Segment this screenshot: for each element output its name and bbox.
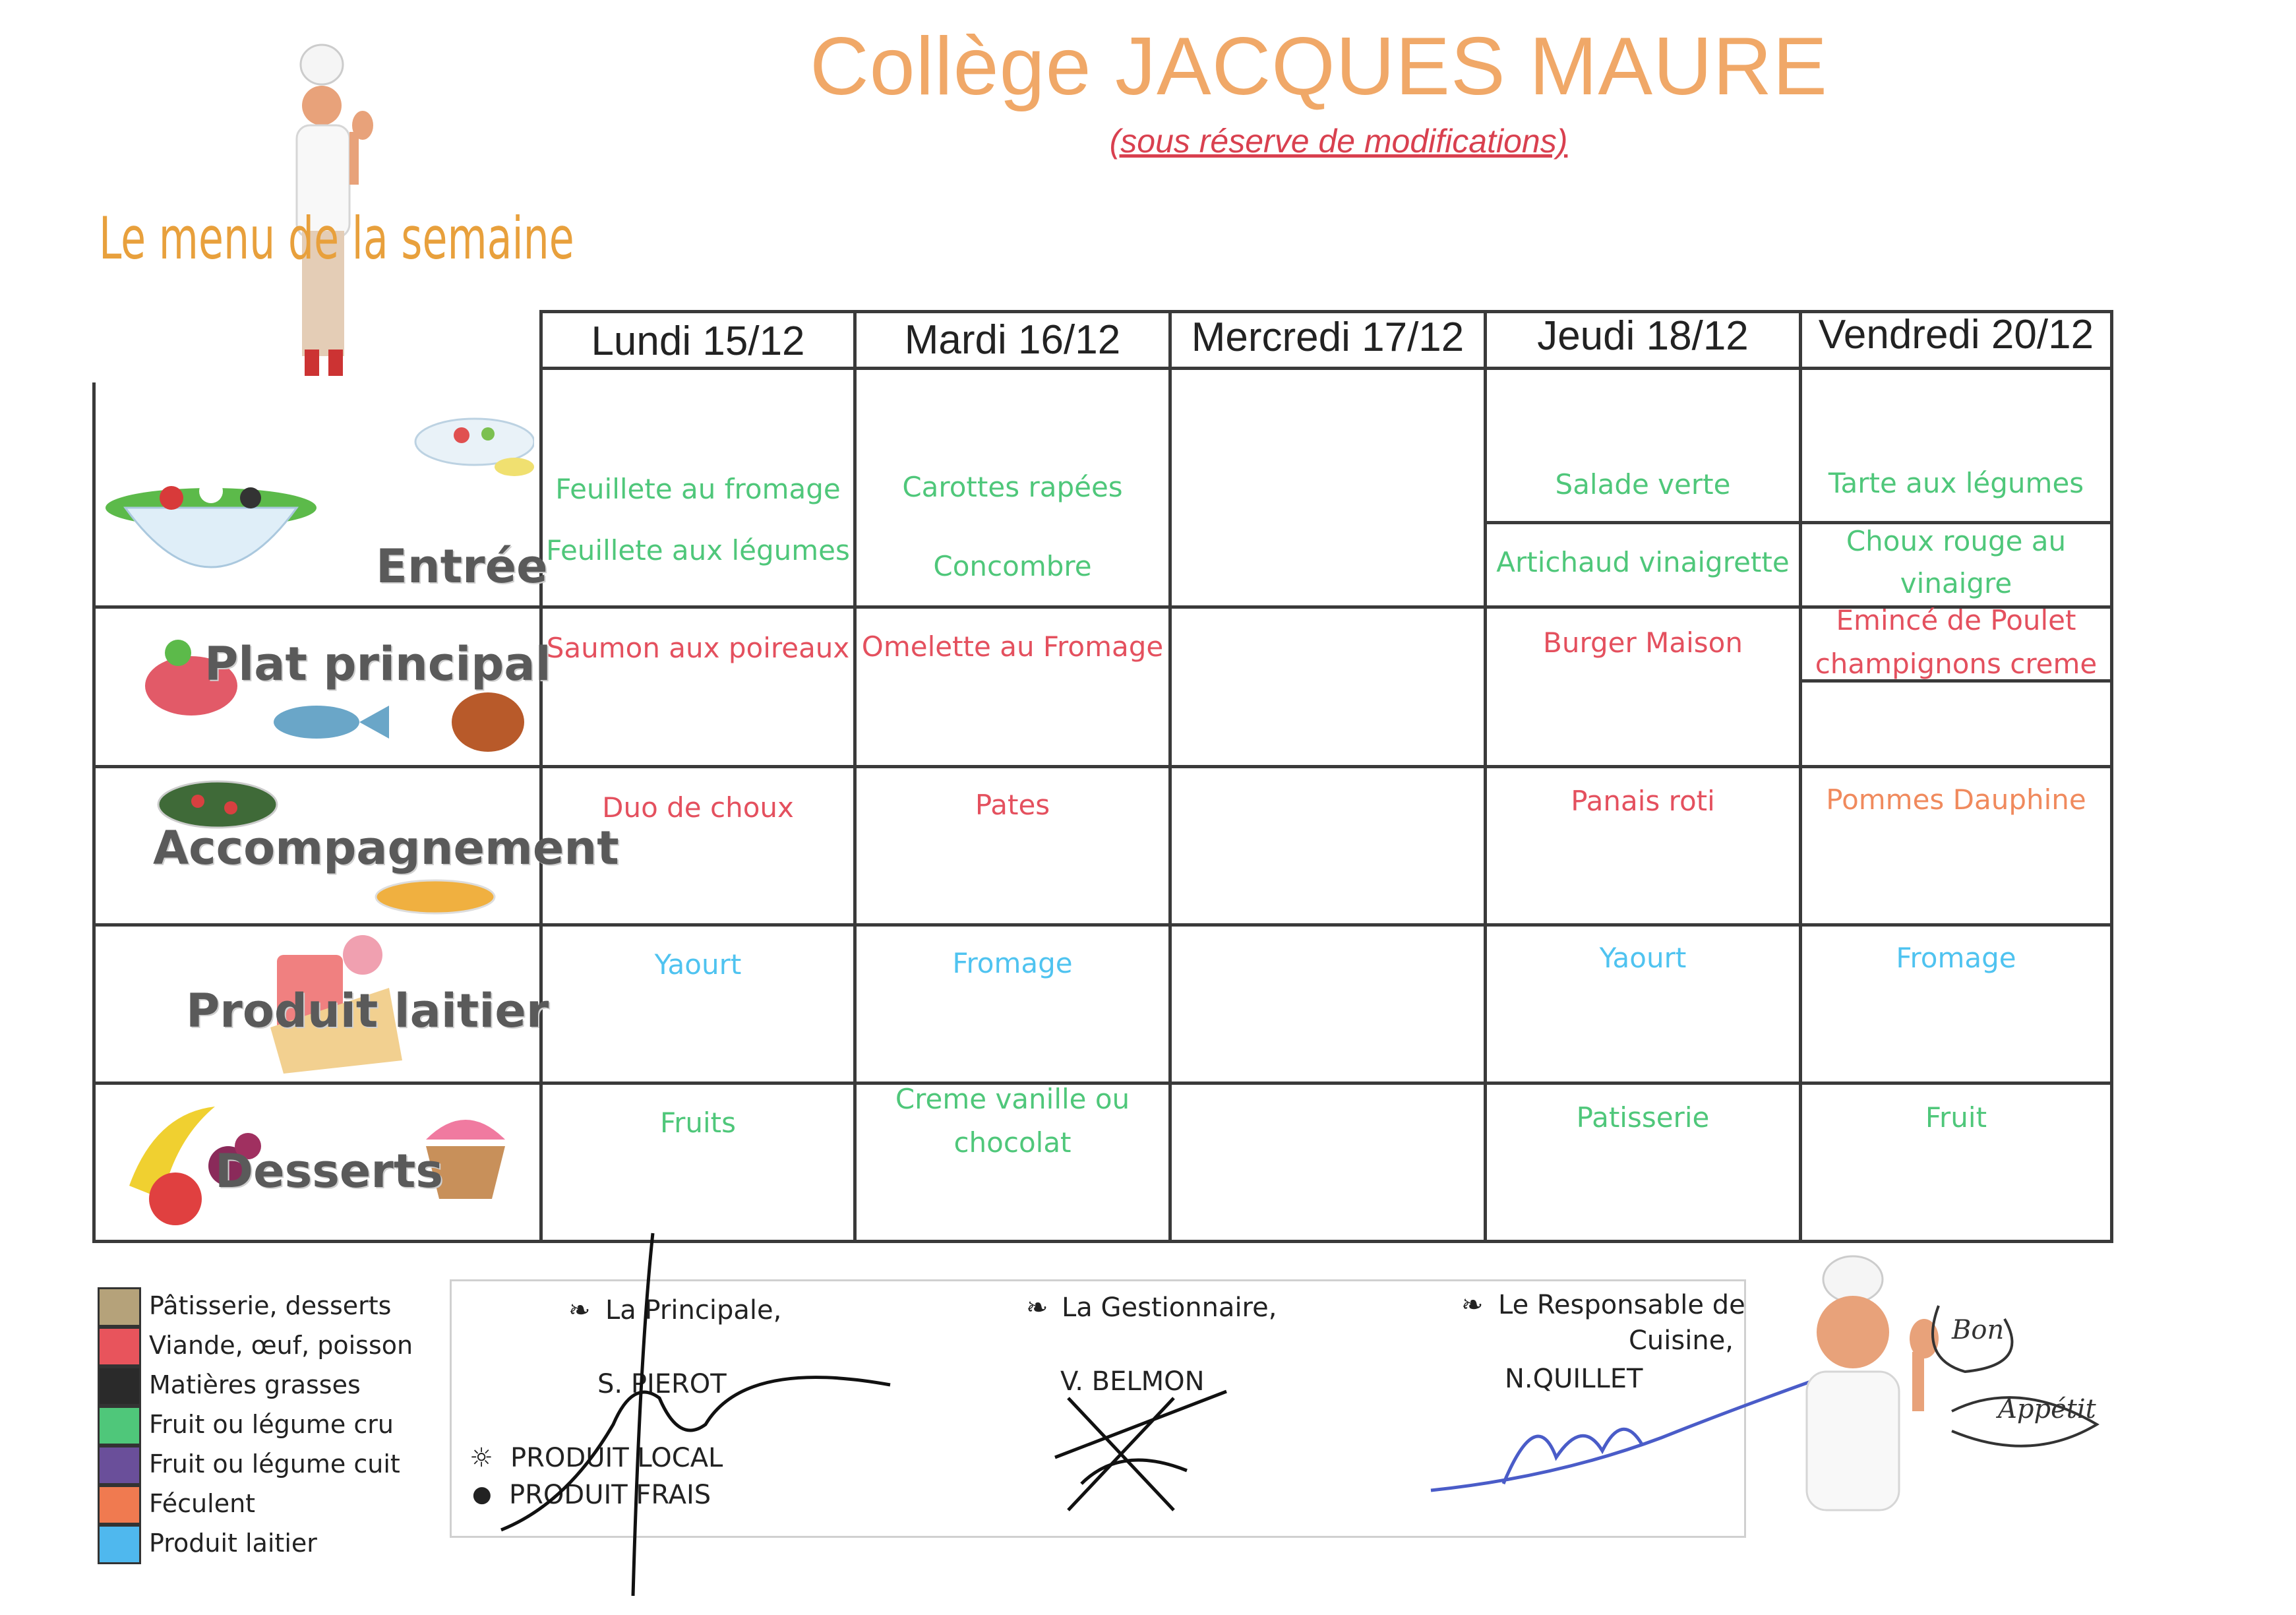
legend-swatch bbox=[98, 1485, 141, 1525]
friday-entree-1: Tarte aux légumes bbox=[1828, 467, 2084, 499]
fleuron-icon: ❧ bbox=[568, 1295, 591, 1326]
legend-label: Matières grasses bbox=[149, 1370, 361, 1399]
friday-accompagnement: Pommes Dauphine bbox=[1826, 783, 2086, 816]
monday-entree-1: Feuillete au fromage bbox=[555, 473, 841, 505]
thursday-dessert: Patisserie bbox=[1576, 1101, 1710, 1134]
gestionnaire-name: V. BELMON bbox=[1060, 1366, 1205, 1397]
gestionnaire-title: La Gestionnaire, bbox=[1062, 1293, 1277, 1323]
legend-label: Produit laitier bbox=[149, 1529, 317, 1558]
dot-icon: ● bbox=[472, 1481, 492, 1508]
category-laitier: Produit laitier bbox=[186, 984, 549, 1038]
legend-swatch bbox=[98, 1446, 141, 1485]
thursday-accompagnement: Panais roti bbox=[1571, 785, 1715, 817]
legend-label: Viande, œuf, poisson bbox=[149, 1331, 413, 1360]
day-monday: Lundi 15/12 bbox=[591, 319, 805, 364]
tuesday-dessert-2: chocolat bbox=[953, 1126, 1072, 1159]
day-thursday: Jeudi 18/12 bbox=[1537, 313, 1749, 359]
produit-local-label: PRODUIT LOCAL bbox=[510, 1443, 723, 1473]
tuesday-plat: Omelette au Fromage bbox=[861, 630, 1164, 663]
bon-appetit-logo bbox=[1912, 1279, 2123, 1464]
category-accompagnement: Accompagnement bbox=[153, 821, 619, 875]
legend-swatch bbox=[98, 1525, 141, 1564]
cuisine-title-2: Cuisine, bbox=[1629, 1326, 1734, 1356]
cuisine-title-1: Le Responsable de bbox=[1498, 1290, 1745, 1320]
tuesday-accompagnement: Pates bbox=[975, 789, 1050, 821]
tuesday-entree-1: Carottes rapées bbox=[902, 471, 1123, 503]
friday-entree-2b: vinaigre bbox=[1900, 567, 2012, 599]
friday-plat-2: champignons creme bbox=[1815, 648, 2098, 680]
category-entree: Entrée bbox=[376, 539, 548, 594]
legend-label: Pâtisserie, desserts bbox=[149, 1291, 392, 1320]
principale-title: La Principale, bbox=[605, 1295, 782, 1326]
menu-heading: Le menu de la semaine bbox=[99, 204, 574, 272]
day-tuesday: Mardi 16/12 bbox=[904, 317, 1121, 363]
monday-dessert: Fruits bbox=[659, 1107, 736, 1139]
legend-swatch bbox=[98, 1406, 141, 1446]
legend-swatch bbox=[98, 1366, 141, 1406]
legend-label: Fruit ou légume cuit bbox=[149, 1449, 400, 1478]
category-plat: Plat principal bbox=[204, 637, 551, 691]
fleuron-icon: ❧ bbox=[1461, 1290, 1484, 1320]
day-friday: Vendredi 20/12 bbox=[1818, 312, 2094, 357]
friday-dessert: Fruit bbox=[1925, 1101, 1987, 1134]
cuisine-name: N.QUILLET bbox=[1505, 1364, 1643, 1394]
monday-laitier: Yaourt bbox=[654, 948, 742, 981]
legend-label: Fruit ou légume cru bbox=[149, 1410, 394, 1439]
legend-label: Féculent bbox=[149, 1489, 256, 1518]
principale-signature bbox=[462, 1227, 923, 1596]
fleuron-icon: ❧ bbox=[1026, 1293, 1048, 1323]
modification-note: (sous réserve de modifications) bbox=[1109, 123, 1568, 160]
monday-entree-2: Feuillete aux légumes bbox=[546, 534, 850, 566]
friday-laitier: Fromage bbox=[1896, 942, 2016, 974]
thursday-laitier: Yaourt bbox=[1599, 942, 1687, 974]
thursday-entree-2: Artichaud vinaigrette bbox=[1496, 546, 1790, 578]
tuesday-dessert-1: Creme vanille ou bbox=[895, 1083, 1130, 1115]
thursday-entree-1: Salade verte bbox=[1555, 468, 1731, 501]
principale-name: S. PIEROT bbox=[597, 1369, 727, 1399]
gestionnaire-signature bbox=[1042, 1378, 1240, 1537]
friday-entree-2a: Choux rouge au bbox=[1846, 525, 2067, 557]
thursday-plat: Burger Maison bbox=[1543, 626, 1743, 659]
logo-text-appetit: Appétit bbox=[1998, 1394, 2096, 1424]
category-desserts: Desserts bbox=[215, 1144, 444, 1198]
produit-frais-label: PRODUIT FRAIS bbox=[509, 1480, 711, 1510]
logo-text-bon: Bon bbox=[1952, 1315, 2005, 1345]
sun-icon: ☼ bbox=[469, 1443, 493, 1473]
tuesday-laitier: Fromage bbox=[952, 947, 1073, 979]
legend-swatch bbox=[98, 1287, 141, 1327]
school-title: Collège JACQUES MAURE bbox=[810, 21, 1828, 112]
monday-plat: Saumon aux poireaux bbox=[546, 632, 850, 664]
legend-swatch bbox=[98, 1327, 141, 1366]
monday-accompagnement: Duo de choux bbox=[602, 791, 794, 824]
friday-plat-1: Emincé de Poulet bbox=[1836, 604, 2076, 636]
day-wednesday: Mercredi 17/12 bbox=[1191, 315, 1465, 360]
tuesday-entree-2: Concombre bbox=[933, 550, 1092, 582]
